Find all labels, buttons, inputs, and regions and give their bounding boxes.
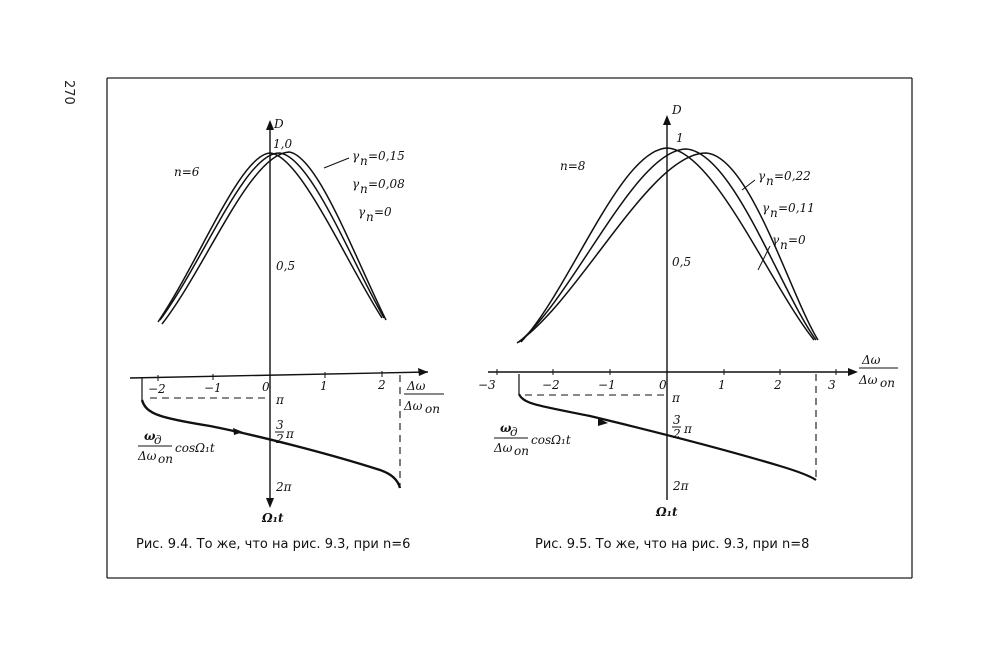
right-x-tick-label: 2	[774, 378, 782, 392]
left-phase-tick: 2π	[276, 480, 292, 494]
right-phase-tick: π	[672, 391, 680, 405]
page-number: 270	[61, 80, 76, 105]
svg-text:п: п	[770, 206, 778, 220]
left-x-arrow	[418, 368, 428, 376]
left-curve-label-008	[352, 177, 405, 196]
right-y-tick-label: 0,5	[672, 255, 692, 269]
right-x-label-den-sub: оп	[880, 376, 895, 390]
svg-text:д: д	[510, 425, 518, 439]
left-x-tick-label: −1	[204, 381, 222, 395]
right-phase-tick: 2π	[673, 479, 689, 493]
svg-text:Δω: Δω	[494, 441, 513, 455]
svg-text:=0,15: =0,15	[368, 149, 405, 163]
left-phase-arrow	[266, 498, 274, 508]
left-y-tick-label: 1,0	[273, 137, 293, 151]
svg-text:γ: γ	[772, 233, 780, 247]
right-x-tick-label: 1	[718, 378, 726, 392]
right-x-tick-label: −1	[598, 378, 616, 392]
left-phase-tick: 3	[276, 418, 284, 432]
svg-text:п: п	[780, 238, 788, 252]
figure-caption-left: Рис. 9.4. То же, что на рис. 9.3, при n=6	[136, 537, 411, 552]
left-phase-tick: 2	[276, 432, 284, 446]
figure-right	[478, 103, 898, 519]
svg-text:ω: ω	[144, 429, 156, 443]
left-y-label: D	[274, 117, 284, 131]
svg-text:ω: ω	[500, 421, 512, 435]
right-phase-tick: 2	[673, 427, 681, 441]
svg-text:оп: оп	[514, 444, 529, 458]
right-y-label: D	[672, 103, 682, 117]
right-y-tick-label: 1	[676, 131, 684, 145]
svg-text:д: д	[154, 433, 162, 447]
left-x-tick-label: 1	[320, 379, 328, 393]
left-y-arrow	[266, 120, 274, 130]
svg-text:п: п	[360, 182, 368, 196]
left-phase-tick: π	[276, 393, 284, 407]
figure-caption-right: Рис. 9.5. То же, что на рис. 9.3, при n=8	[535, 537, 810, 552]
right-param: n=8	[560, 159, 586, 173]
left-y-tick-label: 0,5	[276, 259, 296, 273]
svg-text:cosΩ₁t: cosΩ₁t	[531, 433, 571, 447]
svg-text:=0: =0	[374, 205, 392, 219]
left-x-tick-label: −2	[148, 382, 166, 396]
left-x-tick-label: 2	[378, 378, 386, 392]
svg-text:=0: =0	[788, 233, 806, 247]
svg-text:п: п	[766, 174, 774, 188]
right-x-label-den: Δω	[859, 373, 878, 387]
svg-text:=0,08: =0,08	[368, 177, 405, 191]
right-x-tick-label: −2	[542, 378, 560, 392]
right-y-arrow	[663, 115, 671, 125]
left-x-label-den: Δω	[404, 399, 423, 413]
svg-text:γ: γ	[358, 205, 366, 219]
svg-text:п: п	[360, 154, 368, 168]
left-curve-label-0	[358, 205, 392, 224]
right-x-tick-label: 0	[659, 378, 667, 392]
svg-text:=0,11: =0,11	[778, 201, 815, 215]
svg-text:γ: γ	[352, 149, 360, 163]
left-x-label-num: Δω	[407, 379, 426, 393]
left-phase-axis-label: Ω₁t	[262, 511, 284, 525]
right-phase-tick: π	[684, 422, 692, 436]
svg-text:п: п	[366, 210, 374, 224]
right-phase-axis-label: Ω₁t	[656, 505, 678, 519]
left-curve-label-015	[324, 149, 405, 168]
svg-text:γ: γ	[352, 177, 360, 191]
right-x-tick-label: −3	[478, 378, 496, 392]
svg-text:γ: γ	[758, 169, 766, 183]
right-phase-tick: 3	[673, 413, 681, 427]
svg-text:γ: γ	[762, 201, 770, 215]
figure-left	[130, 117, 444, 525]
svg-text:cosΩ₁t: cosΩ₁t	[175, 441, 215, 455]
right-freq-label	[493, 421, 571, 458]
right-x-tick-label: 3	[828, 378, 836, 392]
svg-text:оп: оп	[158, 452, 173, 466]
left-x-tick-label: 0	[262, 380, 270, 394]
right-curve-label-022	[742, 169, 811, 190]
left-freq-label	[137, 429, 215, 466]
right-curve-label-011	[762, 201, 815, 220]
svg-text:=0,22: =0,22	[774, 169, 811, 183]
left-phase-tick: π	[286, 427, 294, 441]
right-x-arrow	[848, 368, 858, 376]
left-x-label-den-sub: оп	[425, 402, 440, 416]
left-param: n=6	[174, 165, 200, 179]
svg-text:Δω: Δω	[138, 449, 157, 463]
right-x-label-num: Δω	[862, 353, 881, 367]
